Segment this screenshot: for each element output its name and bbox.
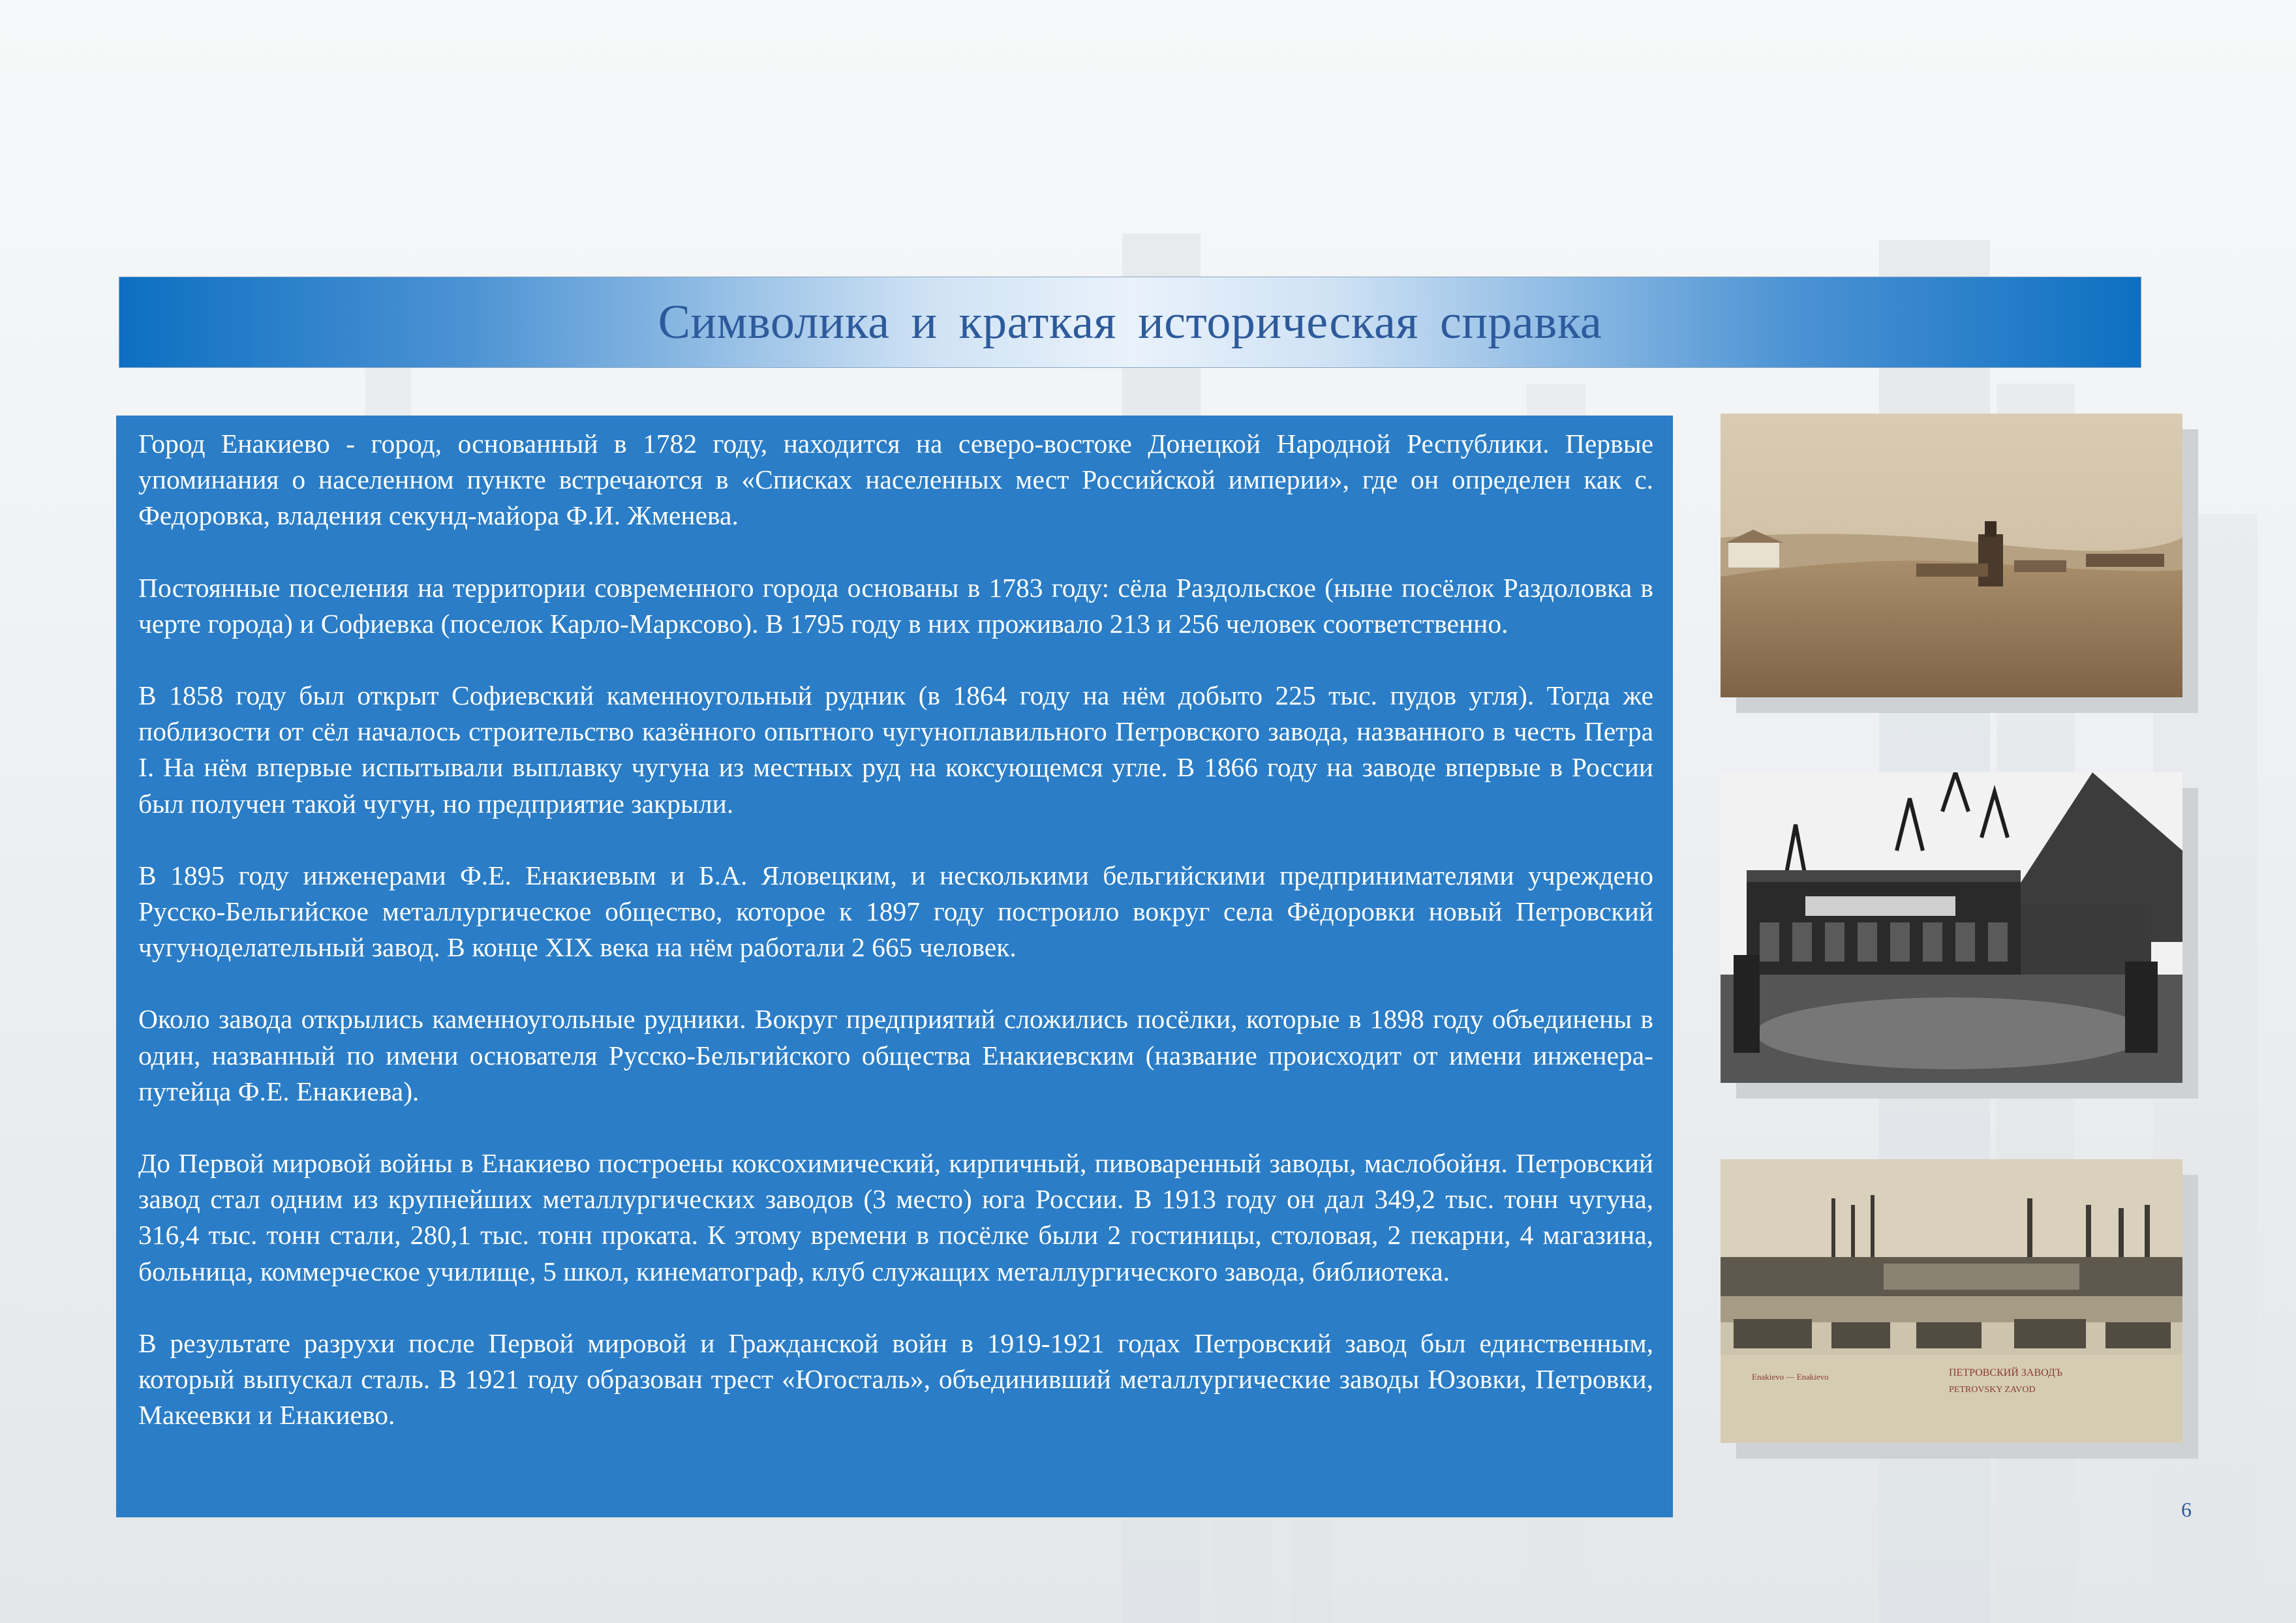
postcard-caption-right-en: PETROVSKY ZAVOD: [1949, 1385, 2036, 1395]
history-paragraph-3: В 1858 году был открыт Софиевский каменноугольный рудник (в 1864 году на нём добыто 225 тыс. пудов угля). Тогда же поблизости от сёл началось строительство казённого опытного чугуноплавильного Петровского завода, названного в честь Петра I. На нём впервые испытывали выплавку чугуна из местных руд на коксующемся угле. В 1866 году на заводе впервые в России был получен такой чугун, но предприятие закрыли.: [138, 680, 1653, 819]
history-paragraph-4: В 1895 году инженерами Ф.Е. Енакиевым и Б.А. Яловецким, и несколькими бельгийскими предпринимателями учреждено Русско-Бельгийское металлургическое общество, которое к 1897 году построило вокруг села Фёдоровки новый Петровский чугуноделательный завод. В конце XIX века на нём работали 2 665 человек.: [138, 860, 1653, 963]
historic-postcard-factory: [1721, 1159, 2182, 1443]
historic-photo-mine-building: [1721, 772, 2182, 1083]
history-paragraph-6: До Первой мировой войны в Енакиево построены коксохимический, кирпичный, пивоваренный заводы, маслобойня. Петровский завод стал одним из крупнейших металлургических заводов (3 место) юга России. В 1913 году он дал 349,2 тыс. тонн чугуна, 316,4 тыс. тонн стали, 280,1 тыс. тонн проката. К этому времени в посёлке были 2 гостиницы, столовая, 2 пекарни, 4 магазина, больница, коммерческое училище, 5 школ, кинематограф, клуб служащих металлургического завода, библиотека.: [138, 1148, 1653, 1286]
postcard-caption-right-ru: ПЕТРОВСКИЙ ЗАВОДЪ: [1949, 1367, 2063, 1378]
history-text-panel: [116, 416, 1673, 1517]
history-paragraph-1: Город Енакиево - город, основанный в 1782 году, находится на северо-востоке Донецкой Народной Республики. Первые упоминания о населенном пункте встречаются в «Списках населенных мест Российской империи», где он определен как с. Федоровка, владения секунд-майора Ф.И. Жменева.: [138, 429, 1653, 531]
page-title: Символика и краткая историческая справка: [658, 295, 1602, 349]
postcard-caption-left: Enakievo — Enakievo: [1752, 1372, 1829, 1382]
history-paragraph-7: В результате разрухи после Первой мировой и Гражданской войн в 1919-1921 годах Петровский завод был единственным, который выпускал сталь. В 1921 году образован трест «Югосталь», объединивший металлургические заводы Юзовки, Петровки, Макеевки и Енакиево.: [138, 1327, 1653, 1431]
history-paragraph-5: Около завода открылись каменноугольные рудники. Вокруг предприятий сложились посёлки, которые в 1898 году объединены в один, названный по имени основателя Русско-Бельгийского общества Енакиевским (название происходит от имени инженера-путейца Ф.Е. Енакиева).: [138, 1004, 1653, 1106]
historic-photo-mine-landscape: [1721, 414, 2182, 697]
history-paragraph-2: Постоянные поселения на территории современного города основаны в 1783 году: сёла Раздольское (ныне посёлок Раздоловка в черте города) и Софиевка (поселок Карло-Марксово). В 1795 году в них проживало 213 и 256 человек соответственно.: [138, 572, 1653, 639]
title-banner: [119, 277, 2141, 368]
page-number: 6: [2181, 1498, 2192, 1521]
